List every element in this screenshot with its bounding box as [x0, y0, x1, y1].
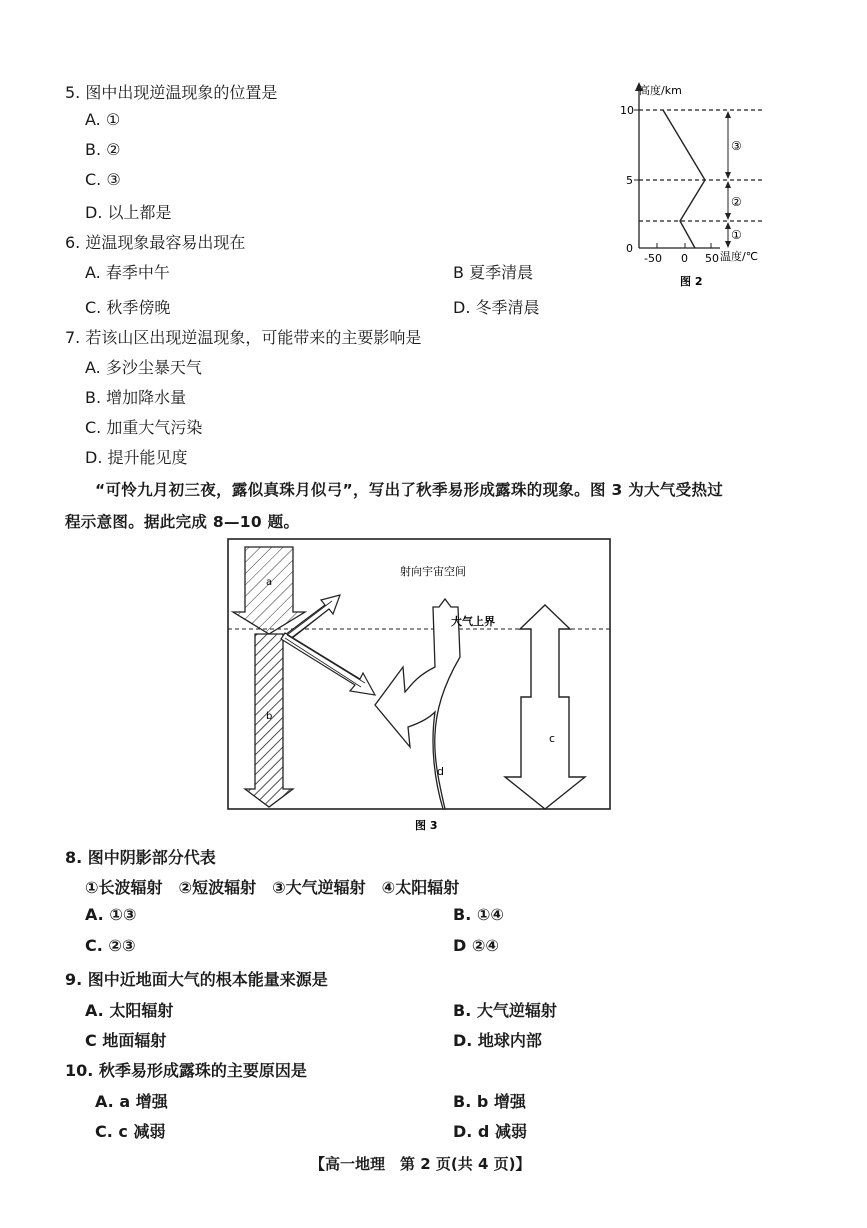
- fig2-caption: 图 2: [680, 275, 703, 288]
- q10-stem: 10. 秋季易形成露珠的主要原因是: [65, 1061, 307, 1080]
- intro-line-2: 程示意图。据此完成 8—10 题。: [65, 513, 300, 531]
- q8-option-c[interactable]: C. ②③: [85, 936, 136, 955]
- q6-option-c[interactable]: C. 秋季傍晚: [85, 298, 171, 317]
- fig3-caption: 图 3: [415, 819, 438, 832]
- fig2-temperature-line: [663, 110, 705, 248]
- q10-option-d[interactable]: D. d 减弱: [453, 1122, 527, 1141]
- fig2-y-axis-label: 高度/km: [639, 84, 682, 97]
- fig2-arrowhead: [725, 241, 731, 248]
- q7-option-c[interactable]: C. 加重大气污染: [85, 418, 203, 437]
- intro-line-1: “可怜九月初三夜，露似真珠月似弓”，写出了秋季易形成露珠的现象。图 3 为大气受热过: [95, 481, 724, 499]
- q8-items: ①长波辐射 ②短波辐射 ③大气逆辐射 ④太阳辐射: [85, 878, 460, 897]
- figure-2-temperature-profile: [600, 80, 780, 295]
- q7-option-a[interactable]: A. 多沙尘暴天气: [85, 358, 202, 377]
- fig2-x-tick-label: 0: [681, 252, 688, 265]
- fig2-y-tick-label: 10: [620, 104, 634, 117]
- fig3-boundary-label: 大气上界: [451, 615, 495, 628]
- q6-stem: 6. 逆温现象最容易出现在: [65, 233, 246, 252]
- q5-stem: 5. 图中出现逆温现象的位置是: [65, 83, 278, 102]
- q6-option-d[interactable]: D. 冬季清晨: [453, 298, 540, 317]
- figure-3-atmospheric-heating: [225, 537, 615, 837]
- q9-option-a[interactable]: A. 太阳辐射: [85, 1001, 174, 1020]
- fig3-space-label: 射向宇宙空间: [400, 565, 466, 578]
- fig3-label-a: a: [266, 577, 273, 588]
- q7-option-b[interactable]: B. 增加降水量: [85, 388, 187, 407]
- page-footer: 【高一地理 第 2 页(共 4 页)】: [310, 1155, 531, 1173]
- fig2-layer-label-3: ③: [731, 139, 742, 153]
- fig2-arrowhead: [725, 172, 731, 179]
- q5-option-a[interactable]: A. ①: [85, 110, 121, 129]
- q8-option-d[interactable]: D ②④: [453, 936, 499, 955]
- q9-stem: 9. 图中近地面大气的根本能量来源是: [65, 970, 328, 989]
- q9-option-d[interactable]: D. 地球内部: [453, 1031, 542, 1050]
- fig2-layer-label-1: ①: [731, 228, 742, 242]
- fig2-y-tick-label: 0: [626, 242, 633, 255]
- q8-stem: 8. 图中阴影部分代表: [65, 848, 216, 867]
- fig2-arrowhead: [725, 111, 731, 118]
- fig2-x-tick-label: -50: [644, 252, 662, 265]
- q6-option-a[interactable]: A. 春季中午: [85, 263, 170, 282]
- fig2-y-tick-label: 5: [626, 174, 633, 187]
- q10-option-c[interactable]: C. c 减弱: [95, 1122, 166, 1141]
- fig3-label-c: c: [549, 732, 556, 745]
- q7-stem: 7. 若该山区出现逆温现象，可能带来的主要影响是: [65, 328, 422, 347]
- fig2-x-axis-label: 温度/℃: [720, 250, 759, 263]
- q10-option-a[interactable]: A. a 增强: [95, 1092, 168, 1111]
- fig2-x-tick-label: 50: [705, 252, 719, 265]
- q5-option-d[interactable]: D. 以上都是: [85, 203, 172, 222]
- q7-option-d[interactable]: D. 提升能见度: [85, 448, 188, 467]
- q8-option-b[interactable]: B. ①④: [453, 905, 504, 924]
- fig3-label-d: d: [437, 765, 444, 778]
- q5-option-c[interactable]: C. ③: [85, 170, 121, 189]
- fig2-layer-label-2: ②: [731, 195, 742, 209]
- q6-option-b[interactable]: B 夏季清晨: [453, 263, 534, 282]
- fig2-arrowhead: [725, 181, 731, 188]
- fig3-label-b: b: [266, 711, 273, 722]
- fig2-arrowhead: [725, 213, 731, 220]
- q9-option-b[interactable]: B. 大气逆辐射: [453, 1001, 557, 1020]
- q8-option-a[interactable]: A. ①③: [85, 905, 137, 924]
- q9-option-c[interactable]: C 地面辐射: [85, 1031, 167, 1050]
- q5-option-b[interactable]: B. ②: [85, 140, 121, 159]
- q10-option-b[interactable]: B. b 增强: [453, 1092, 526, 1111]
